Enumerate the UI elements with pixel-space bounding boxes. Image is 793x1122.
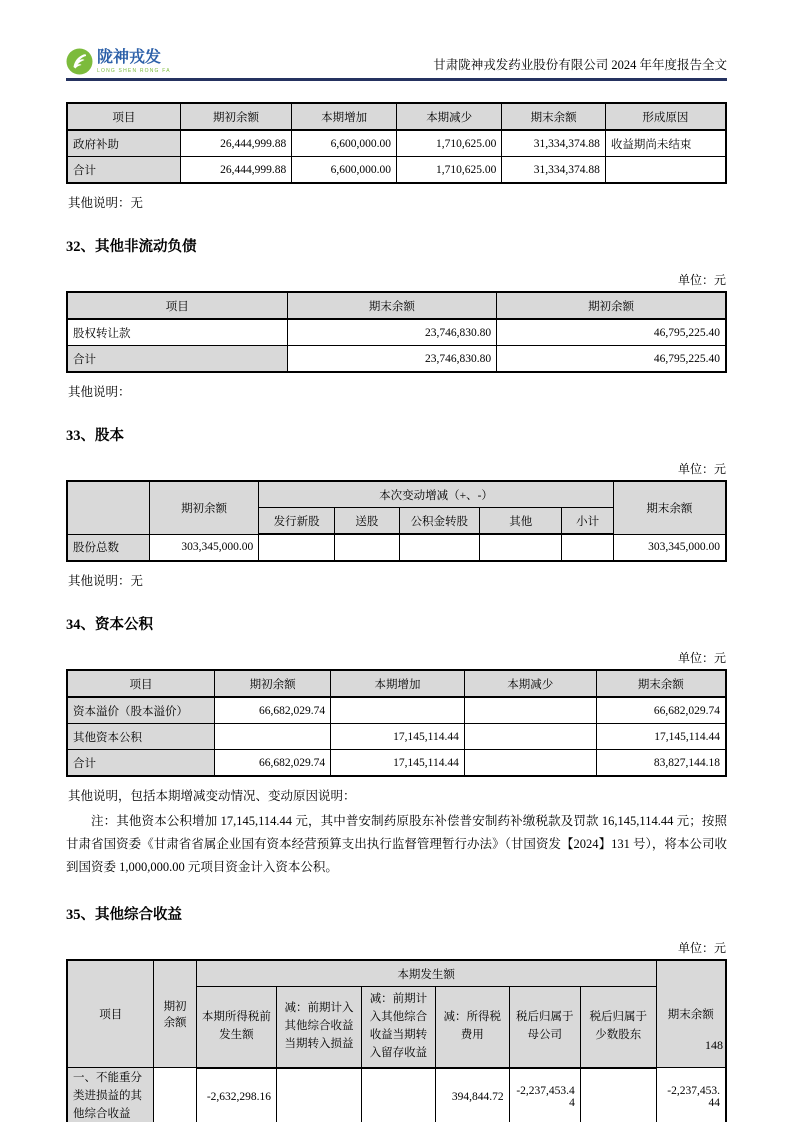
col-header: 本期所得税前发生额 (196, 987, 276, 1068)
col-header: 期初余额 (154, 960, 196, 1067)
other-note: 其他说明： (68, 385, 131, 399)
table-row (67, 1068, 726, 1122)
col-header: 形成原因 (605, 103, 726, 130)
other-note: 其他说明，包括本期增减变动情况、变动原因说明： (68, 789, 356, 803)
company-logo-icon (66, 48, 93, 75)
table-header-row (67, 670, 726, 697)
capital-reserve-explanation: 注：其他资本公积增加 17,145,114.44 元，其中普安制药原股东补偿普安制药补缴税款及罚款 16,145,114.44 元；按照甘肃省国资委《甘肃省省属企业国有资本经营预算支出执行监督管理暂行办法》（甘国资发【2024】131 号），将本公司收到国资委 1,000,000.00 元项目资金计入资本公积。 (66, 814, 727, 875)
col-header: 期末余额 (502, 103, 605, 130)
col-header: 项目 (67, 103, 180, 130)
col-group-header: 本期发生额 (196, 960, 656, 987)
table-cell (154, 1068, 196, 1122)
page-header (66, 48, 727, 81)
logo-name-en: LONG SHEN RONG FA (97, 67, 171, 74)
table-cell (335, 534, 400, 561)
table-cell (464, 750, 596, 777)
col-header: 小计 (562, 508, 613, 535)
unit-label: 单位：元 (677, 462, 726, 476)
row-label: 股份总数 (67, 534, 149, 561)
col-header: 发行新股 (259, 508, 335, 535)
table-cell: 1,710,625.00 (396, 130, 501, 157)
other-note: 其他说明：无 (68, 574, 144, 588)
col-header: 本期减少 (464, 670, 596, 697)
table-cell: 17,145,114.44 (331, 750, 465, 777)
col-header: 本期减少 (396, 103, 501, 130)
table-cell: 394,844.72 (435, 1068, 509, 1122)
blank-corner-cell (67, 481, 149, 534)
col-header: 期初余额 (180, 103, 291, 130)
table-cell: -2,632,298.16 (196, 1068, 276, 1122)
table-cell: 83,827,144.18 (596, 750, 726, 777)
col-header: 送股 (335, 508, 400, 535)
row-label: 合计 (67, 157, 180, 184)
table-cell (215, 724, 331, 750)
table-row (67, 750, 726, 777)
col-header: 期末余额 (613, 481, 726, 534)
table-cell: 1,710,625.00 (396, 157, 501, 184)
table-row (67, 319, 726, 346)
col-header: 项目 (67, 292, 287, 319)
company-logo (66, 48, 171, 75)
row-label: 政府补助 (67, 130, 180, 157)
col-header: 其他 (480, 508, 562, 535)
row-label: 一、不能重分类进损益的其他综合收益 (67, 1068, 154, 1122)
section-heading-33: 33、股本 (66, 428, 124, 444)
capital-reserve-table (66, 669, 727, 777)
table-cell: 17,145,114.44 (331, 724, 465, 750)
col-header: 期末余额 (287, 292, 497, 319)
col-header: 期末余额 (596, 670, 726, 697)
table-row (67, 724, 726, 750)
table-header-row (67, 292, 726, 319)
row-label: 合计 (67, 750, 215, 777)
other-comprehensive-income-table (66, 959, 727, 1122)
table-cell: 66,682,029.74 (215, 697, 331, 724)
col-header: 税后归属于少数股东 (580, 987, 656, 1068)
col-header: 本期增加 (331, 670, 465, 697)
col-header: 减：前期计入其他综合收益当期转入损益 (277, 987, 362, 1068)
table-cell: 31,334,374.88 (502, 130, 605, 157)
table-cell: 31,334,374.88 (502, 157, 605, 184)
table-cell: 6,600,000.00 (292, 157, 397, 184)
table-cell: 46,795,225.40 (497, 319, 726, 346)
table-cell (605, 157, 726, 184)
other-note: 其他说明：无 (68, 196, 144, 210)
table-cell (362, 1068, 436, 1122)
table-cell: 23,746,830.80 (287, 319, 497, 346)
table-cell (277, 1068, 362, 1122)
col-header: 本期增加 (292, 103, 397, 130)
col-header: 税后归属于母公司 (509, 987, 580, 1068)
row-label: 股权转让款 (67, 319, 287, 346)
table-cell: 303,345,000.00 (613, 534, 726, 561)
table-cell (464, 724, 596, 750)
row-label: 其他资本公积 (67, 724, 215, 750)
section-heading-35: 35、其他综合收益 (66, 907, 182, 924)
section-heading-34: 34、资本公积 (66, 617, 153, 633)
table-cell: -2,237,453.44 (656, 1068, 726, 1122)
section-heading-32: 32、其他非流动负债 (66, 239, 197, 255)
col-header: 项目 (67, 960, 154, 1067)
table-cell: 46,795,225.40 (497, 346, 726, 373)
table-cell: 26,444,999.88 (180, 130, 291, 157)
report-title: 甘肃陇神戎发药业股份有限公司 2024 年年度报告全文 (433, 58, 727, 72)
table-cell: 23,746,830.80 (287, 346, 497, 373)
col-header: 减：前期计入其他综合收益当期转入留存收益 (362, 987, 436, 1068)
table-cell (399, 534, 479, 561)
col-group-header: 本次变动增减（+、-） (259, 481, 614, 508)
col-header: 期末余额 (656, 960, 726, 1067)
table-row (67, 346, 726, 373)
table-cell (562, 534, 613, 561)
table-cell: 26,444,999.88 (180, 157, 291, 184)
table-cell (580, 1068, 656, 1122)
table-cell: 收益期尚未结束 (605, 130, 726, 157)
col-header: 期初余额 (215, 670, 331, 697)
col-header: 期初余额 (149, 481, 258, 534)
share-capital-table (66, 480, 727, 562)
logo-name-cn: 陇神戎发 (97, 48, 162, 66)
table-row (67, 157, 726, 184)
government-grants-table (66, 102, 727, 184)
col-header: 期初余额 (497, 292, 726, 319)
row-label: 合计 (67, 346, 287, 373)
table-cell (331, 697, 465, 724)
unit-label: 单位：元 (677, 651, 726, 665)
table-header-row (67, 103, 726, 130)
table-cell: 17,145,114.44 (596, 724, 726, 750)
table-cell (259, 534, 335, 561)
col-header: 公积金转股 (399, 508, 479, 535)
other-noncurrent-liabilities-table (66, 291, 727, 373)
unit-label: 单位：元 (677, 941, 726, 956)
table-header-row (67, 481, 726, 508)
unit-label: 单位：元 (677, 273, 726, 287)
table-cell (480, 534, 562, 561)
table-cell: -2,237,453.44 (509, 1068, 580, 1122)
col-header: 项目 (67, 670, 215, 697)
row-label: 资本溢价（股本溢价） (67, 697, 215, 724)
table-row (67, 534, 726, 561)
table-row (67, 697, 726, 724)
table-cell: 66,682,029.74 (596, 697, 726, 724)
table-row (67, 130, 726, 157)
col-header: 减：所得税费用 (435, 987, 509, 1068)
page-number: 148 (705, 1038, 723, 1052)
table-header-row (67, 960, 726, 987)
table-cell: 66,682,029.74 (215, 750, 331, 777)
table-cell: 303,345,000.00 (149, 534, 258, 561)
table-cell (464, 697, 596, 724)
company-logo-text (97, 50, 171, 74)
table-cell: 6,600,000.00 (292, 130, 397, 157)
